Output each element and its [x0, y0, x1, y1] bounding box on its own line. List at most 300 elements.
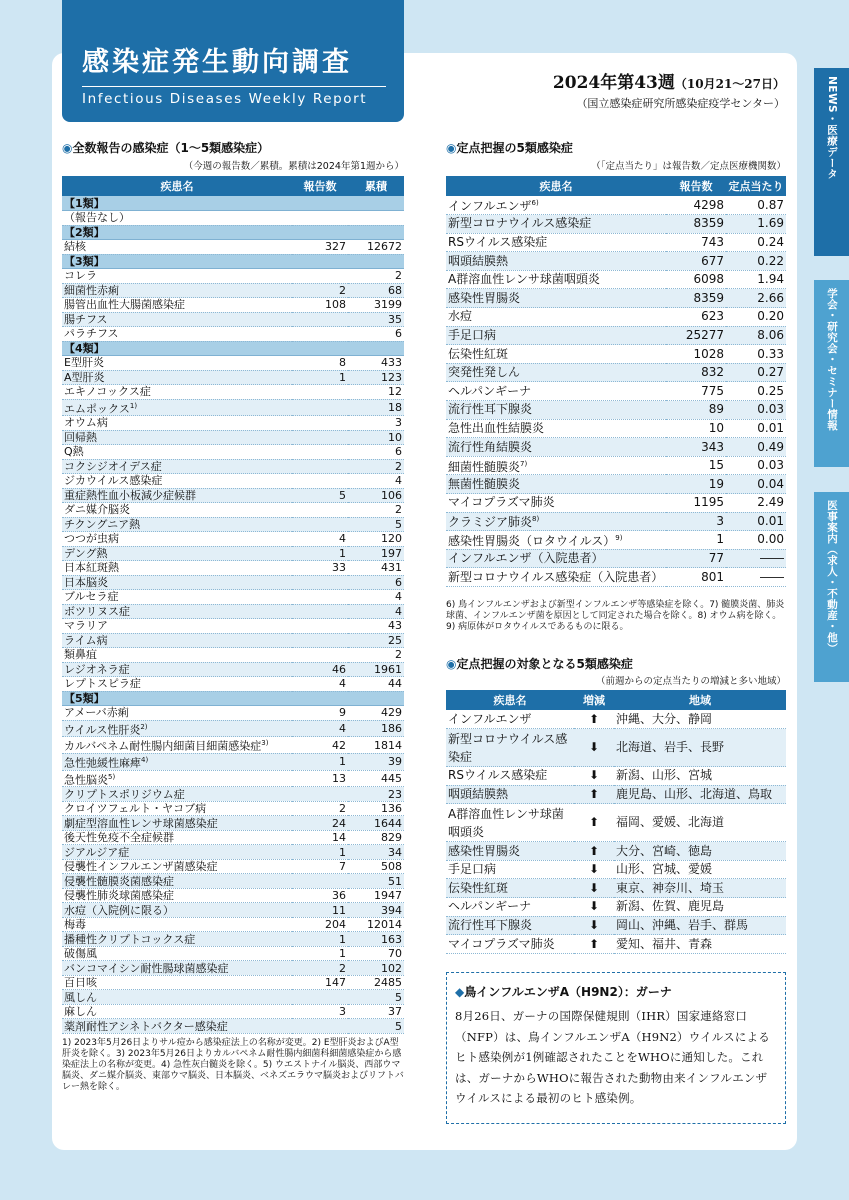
- cumulative-count: 5: [348, 990, 404, 1005]
- table-row: [62, 211, 404, 226]
- report-count: 2: [292, 283, 348, 298]
- side-tab-news[interactable]: NEWS・医療データ: [814, 68, 849, 256]
- institution: （国立感染症研究所感染症疫学センター）: [576, 97, 785, 110]
- table-row: [62, 459, 404, 474]
- cumulative-count: [348, 211, 404, 226]
- cumulative-count: 1814: [348, 737, 404, 754]
- cumulative-count: 5: [348, 517, 404, 532]
- table-row: [446, 438, 786, 457]
- report-count: [292, 327, 348, 342]
- per-sentinel: 0.03: [726, 401, 786, 420]
- cumulative-count: 3: [348, 416, 404, 431]
- disease-name: RSウイルス感染症: [446, 233, 666, 252]
- report-count: [292, 619, 348, 634]
- table-row: [62, 327, 404, 342]
- disease-name: 侵襲性肺炎球菌感染症: [62, 888, 292, 903]
- report-count: 4: [292, 720, 348, 737]
- col-per: 定点当たり: [726, 176, 786, 196]
- report-count: 8359: [666, 215, 726, 234]
- disease-name: インフルエンザ（入院患者）: [446, 549, 666, 568]
- disease-name: コクシジオイデス症: [62, 459, 292, 474]
- table-row: [62, 830, 404, 845]
- table-row: [62, 619, 404, 634]
- report-count: [292, 459, 348, 474]
- trend-table: [446, 690, 786, 954]
- cumulative-count: 163: [348, 932, 404, 947]
- cumulative-count: 4: [348, 474, 404, 489]
- table-row: [446, 270, 786, 289]
- table-row: [446, 494, 786, 513]
- report-count: 1: [292, 946, 348, 961]
- report-count: 4298: [666, 196, 726, 215]
- footnote-mark: 9): [615, 533, 623, 542]
- table-row: [446, 842, 786, 861]
- disease-name: マイコプラズマ肺炎: [446, 935, 574, 954]
- table-row: [62, 269, 404, 284]
- cumulative-count: 445: [348, 770, 404, 787]
- sentinel-title: ◉定点把握の5類感染症: [446, 141, 573, 155]
- disease-name: 重症熱性血小板減少症候群: [62, 488, 292, 503]
- cumulative-count: 123: [348, 370, 404, 385]
- disease-name: 日本紅斑熱: [62, 561, 292, 576]
- disease-name: 伝染性紅斑: [446, 879, 574, 898]
- report-count: [292, 269, 348, 284]
- report-count: [292, 590, 348, 605]
- disease-name: オウム病: [62, 416, 292, 431]
- side-tab-jobs[interactable]: 医事案内（求人・不動産・他）: [814, 492, 849, 682]
- report-count: 108: [292, 298, 348, 313]
- table-row: [62, 720, 404, 737]
- report-count: [292, 399, 348, 416]
- table-row: [62, 677, 404, 692]
- report-count: 14: [292, 830, 348, 845]
- category-label: 【1類】: [62, 196, 404, 211]
- page-title: 感染症発生動向調査: [82, 47, 352, 78]
- page-subtitle: Infectious Diseases Weekly Report: [82, 91, 368, 107]
- table-row: [62, 874, 404, 889]
- region-list: 大分、宮崎、徳島: [614, 842, 786, 861]
- table-row: [446, 326, 786, 345]
- all-report-footnote: 1) 2023年5月26日よりサル痘から感染症法上の名称が変更。2) E型肝炎およびA型肝炎を除く。3) 2023年5月26日よりカルバペネム耐性腸内細菌科細菌感染症から感染症法上の名称が変更。4) 急性灰白髄炎を除く。5) ウエストナイル脳炎、西部ウマ脳炎、ダニ媒介脳炎、東部ウマ脳炎、日本脳炎、ベネズエラウマ脳炎およびリフトバレー熱を除く。: [62, 1038, 404, 1092]
- table-row: [62, 859, 404, 874]
- report-count: 1: [292, 932, 348, 947]
- per-sentinel: 0.24: [726, 233, 786, 252]
- category-label: 【5類】: [62, 691, 404, 706]
- report-count: 832: [666, 363, 726, 382]
- table-row: [446, 419, 786, 438]
- table-row: [62, 932, 404, 947]
- disease-name: マイコプラズマ肺炎: [446, 494, 666, 513]
- category-row: [62, 225, 404, 240]
- report-count: [292, 990, 348, 1005]
- title-divider: [82, 86, 386, 87]
- table-row: [446, 916, 786, 935]
- table-row: [446, 382, 786, 401]
- disease-name: 梅毒: [62, 917, 292, 932]
- disease-name: ブルセラ症: [62, 590, 292, 605]
- footnote-mark: 8): [532, 515, 540, 524]
- table-row: [62, 532, 404, 547]
- table-row: [62, 399, 404, 416]
- per-sentinel: 1.69: [726, 215, 786, 234]
- report-count: [292, 445, 348, 460]
- region-list: 岡山、沖縄、岩手、群馬: [614, 916, 786, 935]
- table-row: [62, 503, 404, 518]
- table-row: [446, 710, 786, 729]
- cumulative-count: 12014: [348, 917, 404, 932]
- cumulative-count: 10: [348, 430, 404, 445]
- disease-name: 水痘: [446, 308, 666, 327]
- cumulative-count: 43: [348, 619, 404, 634]
- disease-name: エムポックス$^{1)}$: [62, 399, 292, 416]
- cumulative-count: 4: [348, 604, 404, 619]
- table-row: [62, 240, 404, 255]
- report-count: 1: [666, 531, 726, 550]
- arrow-down-icon: ⬇: [574, 898, 614, 917]
- disease-name: 新型コロナウイルス感染症（入院患者）: [446, 568, 666, 587]
- table-row: [62, 356, 404, 371]
- disease-name: A型肝炎: [62, 370, 292, 385]
- cumulative-count: 431: [348, 561, 404, 576]
- report-count: 5: [292, 488, 348, 503]
- table-row: [446, 568, 786, 587]
- arrow-up-icon: ⬆: [574, 935, 614, 954]
- table-row: [62, 283, 404, 298]
- cumulative-count: 68: [348, 283, 404, 298]
- disease-name: マラリア: [62, 619, 292, 634]
- per-sentinel: 8.06: [726, 326, 786, 345]
- report-count: 7: [292, 859, 348, 874]
- report-count: [292, 604, 348, 619]
- per-sentinel: 2.66: [726, 289, 786, 308]
- report-count: 1: [292, 845, 348, 860]
- col-disease: 疾患名: [62, 176, 292, 196]
- report-count: [292, 787, 348, 802]
- disease-name: デング熱: [62, 546, 292, 561]
- cumulative-count: 2: [348, 459, 404, 474]
- table-row: [62, 990, 404, 1005]
- sentinel-note: （「定点当たり」は報告数／定点医療機関数）: [591, 161, 786, 172]
- table-row: [446, 475, 786, 494]
- disease-name: 急性出血性結膜炎: [446, 419, 666, 438]
- disease-name: クリプトスポリジウム症: [62, 787, 292, 802]
- disease-name: 咽頭結膜熱: [446, 252, 666, 271]
- news-title: ◆鳥インフルエンザA（H9N2）：ガーナ: [455, 985, 672, 999]
- disease-name: チクングニア熱: [62, 517, 292, 532]
- cumulative-count: 2: [348, 269, 404, 284]
- col-change: 増減: [574, 690, 614, 710]
- cumulative-count: 6: [348, 327, 404, 342]
- table-row: [62, 385, 404, 400]
- table-row: [62, 430, 404, 445]
- table-row: [62, 298, 404, 313]
- report-count: 1195: [666, 494, 726, 513]
- cumulative-count: 5: [348, 1019, 404, 1034]
- disease-name: レジオネラ症: [62, 662, 292, 677]
- per-sentinel: ――: [726, 549, 786, 568]
- per-sentinel: 0.04: [726, 475, 786, 494]
- table-row: [446, 729, 786, 767]
- per-sentinel: 0.49: [726, 438, 786, 457]
- disease-name: ヘルパンギーナ: [446, 898, 574, 917]
- table-row: [62, 961, 404, 976]
- footnote-mark: 2): [140, 722, 148, 731]
- table-row: [446, 549, 786, 568]
- disease-name: 流行性耳下腺炎: [446, 916, 574, 935]
- report-count: 327: [292, 240, 348, 255]
- cumulative-count: 51: [348, 874, 404, 889]
- disease-name: 感染性胃腸炎: [446, 842, 574, 861]
- disease-name: 細菌性髄膜炎$^{7)}$: [446, 456, 666, 475]
- disease-name: 薬剤耐性アシネトバクター感染症: [62, 1019, 292, 1034]
- table-row: [62, 488, 404, 503]
- cumulative-count: 136: [348, 801, 404, 816]
- report-count: 9: [292, 706, 348, 721]
- disease-name: 細菌性赤痢: [62, 283, 292, 298]
- table-row: [62, 770, 404, 787]
- report-count: 33: [292, 561, 348, 576]
- report-count: [292, 517, 348, 532]
- report-count: 343: [666, 438, 726, 457]
- report-count: 1028: [666, 345, 726, 364]
- table-row: [62, 1019, 404, 1034]
- report-count: 3: [292, 1004, 348, 1019]
- report-count: 801: [666, 568, 726, 587]
- trend-note: （前週からの定点当たりの増減と多い地域）: [595, 676, 786, 687]
- table-row: [62, 445, 404, 460]
- arrow-down-icon: ⬇: [574, 729, 614, 767]
- disease-name: コレラ: [62, 269, 292, 284]
- cumulative-count: 37: [348, 1004, 404, 1019]
- report-count: 743: [666, 233, 726, 252]
- week-label: 2024年第43週（10月21～27日）: [552, 73, 785, 93]
- cumulative-count: 12: [348, 385, 404, 400]
- region-list: 沖縄、大分、静岡: [614, 710, 786, 729]
- disease-name: 百日咳: [62, 975, 292, 990]
- report-count: 147: [292, 975, 348, 990]
- region-list: 愛知、福井、青森: [614, 935, 786, 954]
- report-count: [292, 633, 348, 648]
- report-count: 1: [292, 546, 348, 561]
- per-sentinel: 2.49: [726, 494, 786, 513]
- col-disease: 疾患名: [446, 690, 574, 710]
- disease-name: 無菌性髄膜炎: [446, 475, 666, 494]
- per-sentinel: 0.01: [726, 419, 786, 438]
- disease-name: 結核: [62, 240, 292, 255]
- disease-name: エキノコックス症: [62, 385, 292, 400]
- side-tab-seminar[interactable]: 学会・研究会・セミナー情報: [814, 280, 849, 467]
- table-row: [62, 975, 404, 990]
- table-row: [62, 662, 404, 677]
- news-box: [446, 972, 786, 1124]
- report-count: [292, 416, 348, 431]
- table-row: [446, 860, 786, 879]
- table-row: [62, 845, 404, 860]
- report-count: 13: [292, 770, 348, 787]
- table-row: [446, 879, 786, 898]
- disease-name: 突発性発しん: [446, 363, 666, 382]
- col-region: 地域: [614, 690, 786, 710]
- report-count: 24: [292, 816, 348, 831]
- cumulative-count: 2485: [348, 975, 404, 990]
- all-report-note: （今週の報告数／累積。累積は2024年第1週から）: [183, 161, 404, 172]
- table-row: [62, 903, 404, 918]
- disease-name: 水痘（入院例に限る）: [62, 903, 292, 918]
- table-row: [446, 456, 786, 475]
- disease-name: 類鼻疽: [62, 648, 292, 663]
- cumulative-count: 186: [348, 720, 404, 737]
- disease-name: 感染性胃腸炎: [446, 289, 666, 308]
- arrow-down-icon: ⬇: [574, 860, 614, 879]
- disease-name: 急性脳炎$^{5)}$: [62, 770, 292, 787]
- report-count: [292, 874, 348, 889]
- trend-title: ◉定点把握の対象となる5類感染症: [446, 657, 633, 671]
- report-count: [292, 312, 348, 327]
- table-row: [62, 546, 404, 561]
- cumulative-count: 34: [348, 845, 404, 860]
- disease-name: 播種性クリプトコックス症: [62, 932, 292, 947]
- disease-name: 急性弛緩性麻痺$^{4)}$: [62, 753, 292, 770]
- table-row: [446, 767, 786, 786]
- footnote-mark: 5): [108, 772, 116, 781]
- disease-name: 流行性角結膜炎: [446, 438, 666, 457]
- report-count: 2: [292, 801, 348, 816]
- report-count: 8359: [666, 289, 726, 308]
- region-list: 新潟、山形、宮城: [614, 767, 786, 786]
- disease-name: カルバペネム耐性腸内細菌目細菌感染症$^{3)}$: [62, 737, 292, 754]
- table-row: [446, 898, 786, 917]
- report-count: [292, 474, 348, 489]
- cumulative-count: 1947: [348, 888, 404, 903]
- report-count: 4: [292, 677, 348, 692]
- bullet-icon: ◉: [62, 141, 73, 155]
- disease-name: アメーバ赤痢: [62, 706, 292, 721]
- arrow-down-icon: ⬇: [574, 916, 614, 935]
- per-sentinel: 1.94: [726, 270, 786, 289]
- table-row: [62, 753, 404, 770]
- disease-name: パラチフス: [62, 327, 292, 342]
- title-banner: [62, 0, 404, 122]
- report-count: 623: [666, 308, 726, 327]
- disease-name: 回帰熱: [62, 430, 292, 445]
- cumulative-count: 4: [348, 590, 404, 605]
- arrow-up-icon: ⬆: [574, 785, 614, 804]
- disease-name: 腸管出血性大腸菌感染症: [62, 298, 292, 313]
- region-list: 山形、宮城、愛媛: [614, 860, 786, 879]
- disease-name: 侵襲性インフルエンザ菌感染症: [62, 859, 292, 874]
- cumulative-count: 35: [348, 312, 404, 327]
- report-count: 204: [292, 917, 348, 932]
- arrow-down-icon: ⬇: [574, 767, 614, 786]
- col-disease: 疾患名: [446, 176, 666, 196]
- disease-name: 流行性耳下腺炎: [446, 401, 666, 420]
- report-count: 46: [292, 662, 348, 677]
- disease-name: Q熱: [62, 445, 292, 460]
- per-sentinel: 0.22: [726, 252, 786, 271]
- table-row: [62, 633, 404, 648]
- report-count: [292, 385, 348, 400]
- table-row: [62, 604, 404, 619]
- cumulative-count: 25: [348, 633, 404, 648]
- sentinel-table: [446, 176, 786, 587]
- all-report-table: [62, 176, 404, 1034]
- disease-name: インフルエンザ$^{6)}$: [446, 196, 666, 215]
- disease-name: バンコマイシン耐性腸球菌感染症: [62, 961, 292, 976]
- arrow-down-icon: ⬇: [574, 879, 614, 898]
- footnote-mark: 6): [531, 199, 539, 208]
- table-row: [446, 215, 786, 234]
- category-row: [62, 254, 404, 269]
- region-list: 福岡、愛媛、北海道: [614, 804, 786, 842]
- table-row: [62, 888, 404, 903]
- table-row: [62, 312, 404, 327]
- category-row: [62, 691, 404, 706]
- per-sentinel: ――: [726, 568, 786, 587]
- report-count: 10: [666, 419, 726, 438]
- table-row: [446, 935, 786, 954]
- report-count: [292, 648, 348, 663]
- table-row: [62, 561, 404, 576]
- disease-name: 劇症型溶血性レンサ球菌感染症: [62, 816, 292, 831]
- table-row: [62, 917, 404, 932]
- report-count: 775: [666, 382, 726, 401]
- disease-name: RSウイルス感染症: [446, 767, 574, 786]
- disease-name: 手足口病: [446, 326, 666, 345]
- cumulative-count: 39: [348, 753, 404, 770]
- cumulative-count: 12672: [348, 240, 404, 255]
- region-list: 東京、神奈川、埼玉: [614, 879, 786, 898]
- table-row: [62, 1004, 404, 1019]
- category-row: [62, 341, 404, 356]
- table-row: [62, 946, 404, 961]
- cumulative-count: 394: [348, 903, 404, 918]
- cumulative-count: 508: [348, 859, 404, 874]
- report-count: 77: [666, 549, 726, 568]
- per-sentinel: 0.27: [726, 363, 786, 382]
- report-count: [292, 430, 348, 445]
- cumulative-count: 18: [348, 399, 404, 416]
- footnote-mark: 3): [261, 739, 269, 748]
- report-count: 36: [292, 888, 348, 903]
- report-count: 6098: [666, 270, 726, 289]
- per-sentinel: 0.25: [726, 382, 786, 401]
- table-row: [446, 531, 786, 550]
- report-count: 11: [292, 903, 348, 918]
- table-row: [446, 289, 786, 308]
- report-count: [292, 503, 348, 518]
- disease-name: 咽頭結膜熱: [446, 785, 574, 804]
- table-row: [446, 785, 786, 804]
- report-count: [292, 575, 348, 590]
- table-row: [62, 648, 404, 663]
- cumulative-count: 70: [348, 946, 404, 961]
- disease-name: A群溶血性レンサ球菌咽頭炎: [446, 804, 574, 842]
- disease-name: E型肝炎: [62, 356, 292, 371]
- category-label: 【2類】: [62, 225, 404, 240]
- cumulative-count: 3199: [348, 298, 404, 313]
- cumulative-count: 429: [348, 706, 404, 721]
- disease-name: ジアルジア症: [62, 845, 292, 860]
- report-count: 677: [666, 252, 726, 271]
- table-row: [446, 252, 786, 271]
- table-row: [446, 401, 786, 420]
- disease-name: 風しん: [62, 990, 292, 1005]
- table-row: [62, 737, 404, 754]
- footnote-mark: 4): [141, 755, 149, 764]
- table-row: [62, 517, 404, 532]
- cumulative-count: 6: [348, 575, 404, 590]
- news-body: 8月26日、ガーナの国際保健規則（IHR）国家連絡窓口（NFP）は、鳥インフルエンザA（H9N2）ウイルスによるヒト感染例が1例確認されたことをWHOに通知した。これは、ガーナからWHOに報告された動物由来インフルエンザウイルスによる最初のヒト感染例。: [455, 1009, 770, 1105]
